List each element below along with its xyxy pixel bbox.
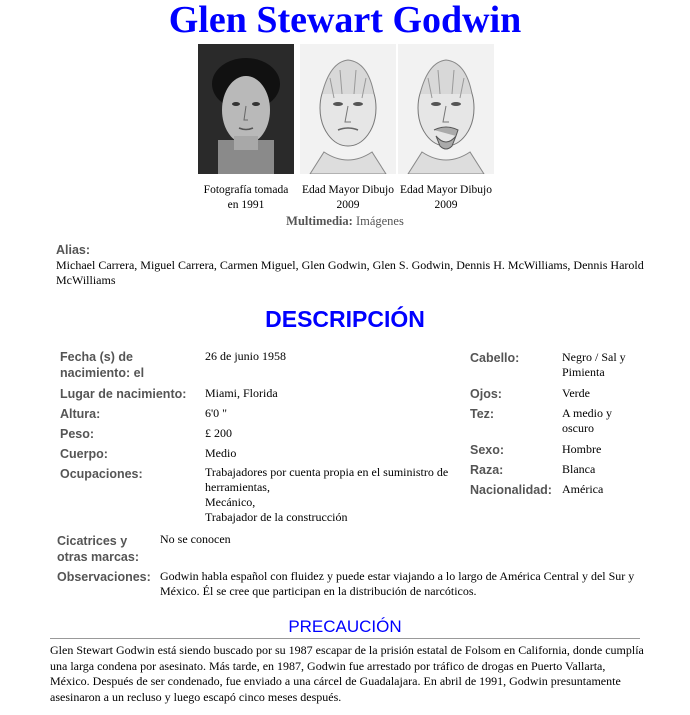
complexion-label: Tez: [470,407,495,421]
height-value: 6'0 " [205,406,228,420]
dob-value: 26 de junio 1958 [205,349,286,363]
height-label: Altura: [60,407,101,421]
scars-value: No se conocen [160,532,231,546]
pob-label: Lugar de nacimiento: [60,387,187,401]
nationality-value: América [562,482,604,496]
weight-value: £ 200 [205,426,232,440]
remarks-value: Godwin habla español con fluidez y puede estar viajando a lo largo de América Central y del Sur y México. Él se cree que participan en la distribución de narcóticos. [160,569,635,598]
remarks-label: Observaciones: [57,570,151,584]
age-progression-1[interactable] [300,44,396,213]
dob-label: Fecha (s) de nacimiento: el [60,350,145,380]
hair-label: Cabello: [470,351,520,365]
weight-label: Peso: [60,427,95,441]
age-progression-2-caption: Edad Mayor Dibujo 2009 [400,184,492,211]
caution-heading: PRECAUCIÓN [288,617,402,636]
occupation-item: Mecánico, [205,495,256,509]
multimedia-line [0,214,690,229]
alias-label: Alias: [56,243,91,257]
occupations-value [205,465,455,525]
hair-value: Negro / Sal y Pimienta [562,350,626,379]
photo-1991[interactable] [198,44,294,213]
photo-1991-caption: Fotografía tomada en 1991 [203,184,289,211]
caution-text: Glen Stewart Godwin está siendo buscado por su 1987 escapar de la prisión estatal de Folsom en California, donde cumplía una larga condena por asesinato. Más tarde, en 1987, Godwin fue arrestado por tráfico de drogas en Puerto Vallarta, México. Después de ser condenado, fue enviado a una cárcel de Guadalajara. En abril de 1991, Godwin presuntamente asesinaron a un recluso y luego escapó cinco meses después. [50,643,644,704]
complexion-value: A medio y oscuro [562,406,612,435]
scars-label: Cicatrices y otras marcas: [57,534,139,564]
caution-divider [50,638,640,639]
sex-value: Hombre [562,442,602,456]
multimedia-label: Multimedia: [286,214,353,228]
nationality-label: Nacionalidad: [470,483,552,497]
build-label: Cuerpo: [60,447,108,461]
race-label: Raza: [470,463,504,477]
age-progression-2-image[interactable] [398,44,494,174]
age-progression-1-caption: Edad Mayor Dibujo 2009 [302,184,394,211]
page-title: Glen Stewart Godwin [168,0,522,41]
occupation-item: Trabajadores por cuenta propia en el suministro de herramientas, [205,465,449,494]
pob-value: Miami, Florida [205,386,278,400]
occupations-label: Ocupaciones: [60,467,143,481]
occupation-item: Trabajador de la construcción [205,510,348,524]
race-value: Blanca [562,462,596,476]
eyes-value: Verde [562,386,590,400]
photo-1991-image[interactable] [198,44,294,174]
age-progression-1-image[interactable] [300,44,396,174]
sex-label: Sexo: [470,443,505,457]
alias-text: Michael Carrera, Miguel Carrera, Carmen Miguel, Glen Godwin, Glen S. Godwin, Dennis H. McWilliams, Dennis Harold McWilliams [56,258,644,287]
age-progression-2[interactable] [398,44,494,213]
build-value: Medio [205,446,237,460]
description-heading: DESCRIPCIÓN [265,306,425,332]
eyes-label: Ojos: [470,387,502,401]
multimedia-link[interactable]: Imágenes [355,214,404,228]
